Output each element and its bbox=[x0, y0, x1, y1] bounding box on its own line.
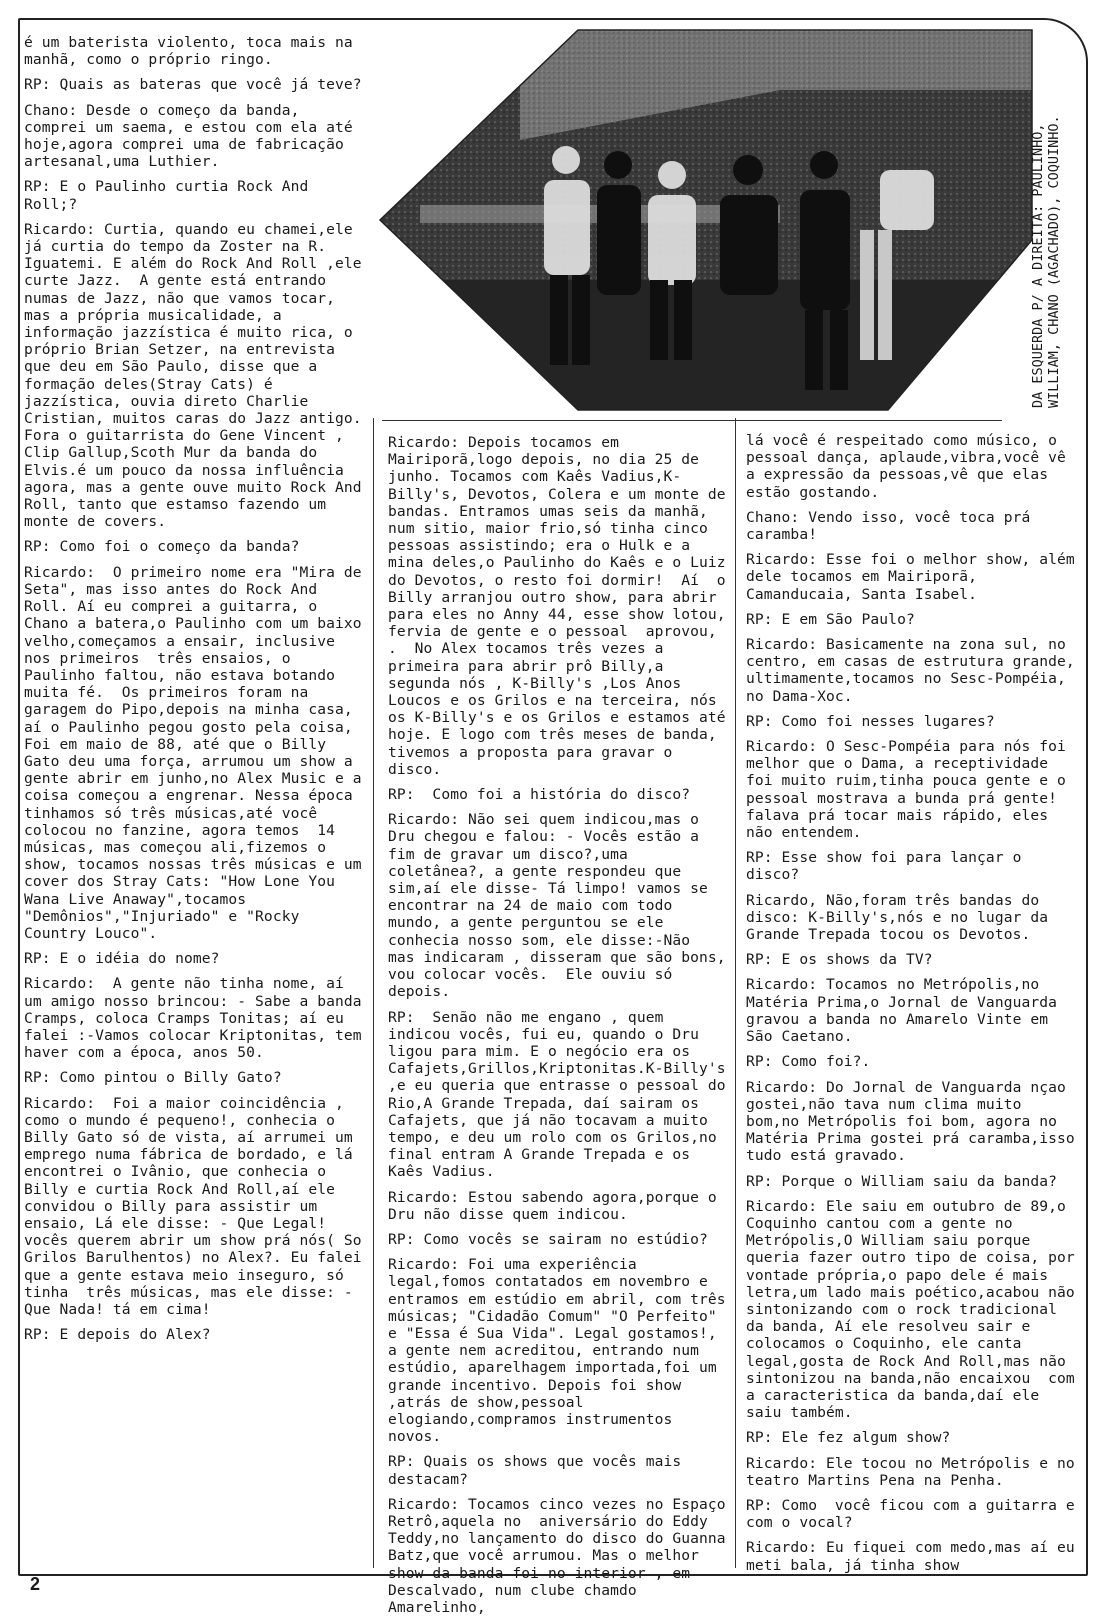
paragraph: Ricardo: Tocamos no Metrópolis,no Matéria Prima,o Jornal de Vanguarda gravou a banda no Amarelo Vinte em São Caetano. bbox=[746, 976, 1066, 1046]
column-divider-1 bbox=[373, 418, 374, 1568]
paragraph: RP: Como foi?. bbox=[746, 1053, 871, 1071]
page-number: 2 bbox=[30, 1574, 41, 1594]
paragraph: RP: Senão não me engano , quem indicou vocês, fui eu, quando o Dru ligou para mim. E o negócio era os Cafajets,Grillos,Kriptonitas.K-Billy's ,e eu queria que entrasse o pessoal do Rio,A Grande Trepada, daí sairam os Cafajets, que já não tocavam a muito tempo, e deu um rolo com os Grilos,no final entram A Grande Trepada e os Kaês Vadius. bbox=[388, 1008, 735, 1181]
paragraph: RP: Porque o William saiu da banda? bbox=[746, 1172, 1058, 1190]
column-2 bbox=[388, 434, 735, 1616]
caption-line-1: DA ESQUERDA P/ A DIREITA: PAULINHO, bbox=[1030, 123, 1046, 408]
paragraph: Chano: Desde o começo da banda, comprei um saema, e estou com ela até hoje,agora comprei uma de fabricação artesanal,uma Luthier. bbox=[24, 101, 362, 171]
paragraph: Ricardo: Curtia, quando eu chamei,ele já curtia do tempo da Zoster na R. Iguatemi. E além do Rock And Roll ,ele curte Jazz. A gente está entrando numas de Jazz, não que vamos tocar, mas a própria musicalidade, a informação jazzística é muito rica, o próprio Brian Setzer, na entrevista que deu em São Paulo, disse que a formação deles(Stray Cats) é jazzística, ouvia direto Charlie Cristian, muitos caras do Jazz antigo. Fora o guitarrista do Gene Vincent , Clip Gallup,Scoth Mur da banda do Elvis.é um pouco da nossa influência agora, mas a gente ouve muito Rock And Roll, tanto que estamso fazendo um monte de covers. bbox=[24, 220, 371, 531]
paragraph: RP: Ele fez algum show? bbox=[746, 1429, 951, 1447]
paragraph: RP: Como você ficou com a guitarra e com o vocal? bbox=[746, 1496, 1084, 1532]
paragraph: RP: Quais as bateras que você já teve? bbox=[24, 76, 362, 94]
paragraph: RP: E em São Paulo? bbox=[746, 610, 915, 628]
paragraph: Ricardo: Estou sabendo agora,porque o Dru não disse quem indicou. bbox=[388, 1188, 726, 1223]
paragraph: Ricardo: O primeiro nome era "Mira de Seta", mas isso antes do Rock And Roll. Aí eu comprei a guitarra, o Chano a batera,o Paulinho com um baixo velho,começamos a ensair, inclusive nos primeiros três ensaios, o Paulinho faltou, não estava botando muita fé. Os primeiros foram na garagem do Pipo,depois na minha casa, aí o Paulinho pegou gosto pela coisa, Foi em maio de 88, até que o Billy Gato deu uma força, arrumou um show a gente abrir em junho,no Alex Music e a coisa começou a engrenar. Nessa época tinhamos só três músicas,até você colocou no fanzine, agora temos 14 músicas, mas começou ali,fizemos o show, tocamos nossas três músicas e um cover dos Stray Cats: "How Lone You Wana Live Anaway",tocamos "Demônios","Injuriado" e "Rocky Country Louco". bbox=[24, 563, 371, 942]
paragraph: RP: Esse show foi para lançar o disco? bbox=[746, 849, 1031, 884]
paragraph: Chano: Vendo isso, você toca prá caramba! bbox=[746, 508, 1040, 544]
paragraph: Ricardo: Esse foi o melhor show, além dele tocamos em Mairiporã, Camanducaia, Santa Isabel. bbox=[746, 551, 1084, 603]
paragraph: Ricardo: Basicamente na zona sul, no centro, em casas de estrutura grande, ultimamente,tocamos no Sesc-Pompéia, no Dama-Xoc. bbox=[746, 636, 1084, 705]
column-3 bbox=[746, 432, 1084, 1574]
paragraph: Ricardo: A gente não tinha nome, aí um amigo nosso brincou: - Sabe a banda Cramps, coloca Cramps Tonitas; aí eu falei :-Vamos colocar Kriptonitas, tem haver com a época, anos 50. bbox=[24, 975, 371, 1062]
paragraph: é um baterista violento, toca mais na manhã, como o próprio ringo. bbox=[24, 34, 362, 69]
paragraph: RP: E os shows da TV? bbox=[746, 951, 933, 969]
paragraph: RP: E depois do Alex? bbox=[24, 1326, 211, 1344]
photo-caption bbox=[1030, 28, 1082, 408]
column-divider-2 bbox=[735, 418, 736, 1568]
paragraph: Ricardo: Foi a maior coincidência , como o mundo é pequeno!, conhecia o Billy Gato só de vista, aí arrumei um emprego numa fábrica de bordado, e lá encontrei o Ivânio, que conhecia o Billy e curtia Rock And Roll,aí ele convidou o Billy para assistir um ensaio, Lá ele disse: - Que Legal! vocês querem abrir um show prá nós( So Grilos Barulhentos) no Alex?. Eu falei que a gente estava meio inseguro, só tinha três músicas, mas ele disse: - Que Nada! tá em cima! bbox=[24, 1094, 371, 1319]
horizontal-rule bbox=[382, 420, 1002, 421]
paragraph: RP: Como pintou o Billy Gato? bbox=[24, 1069, 282, 1087]
band-photo bbox=[380, 30, 1032, 410]
paragraph: RP: Como foi nesses lugares? bbox=[746, 712, 995, 730]
paragraph: Ricardo: Depois tocamos em Mairiporã,logo depois, no dia 25 de junho. Tocamos com Kaês Vadius,K-Billy's, Devotos, Colera e um monte de bandas. Entramos umas seis da manhã, num sitio, maior frio,só tinha cinco pessoas assistindo; era o Hulk e a mina deles,o Paulinho do Kaês e o Luiz do Devotos, o resto foi dormir! Aí o Billy arranjou outro show, para abrir para eles no Anny 44, esse show lotou, fervia de gente e o pessoal aprovou, . No Alex tocamos três vezes a primeira para abrir prô Billy,a segunda nós , K-Billy's ,Los Anos Loucos e os Grilos e na terceira, nós os K-Billy's e os Grilos e estamos até hoje. E logo com três meses de banda, tivemos a proposta para gravar o disco. bbox=[388, 434, 735, 778]
paragraph: Ricardo: Eu fiquei com medo,mas aí eu meti bala, já tinha show bbox=[746, 1539, 1084, 1574]
paragraph: Ricardo: Ele saiu em outubro de 89,o Coquinho cantou com a gente no Metrópolis,O William saiu porque queria fazer outro tipo de coisa, por vontade própria,o papo dele é mais letra,um lado mais poético,acabou não sintonizando com o rock tradicional da banda, Aí ele resolveu sair e colocamos o Coquinho, ele canta legal,gosta de Rock And Roll,mas não sintonizou na banda,não encaixou com a caracteristica da banda,daí ele saiu também. bbox=[746, 1197, 1084, 1422]
band-photo-image bbox=[380, 30, 1032, 410]
paragraph: Ricardo: Tocamos cinco vezes no Espaço Retrô,aquela no aniversário do Eddy Teddy,no lançamento do disco do Guanna Batz,que você arrumou. Mas o melhor show da banda foi no interior , em Descalvado, num clube chamdo Amarelinho, bbox=[388, 1495, 735, 1616]
paragraph: lá você é respeitado como músico, o pessoal dança, aplaude,vibra,você vê a expressão da pessoas,vê que elas estão gostando. bbox=[746, 432, 1075, 501]
paragraph: Ricardo: Do Jornal de Vanguarda nçao gostei,não tava num clima muito bom,no Metrópolis foi bom, agora no Matéria Prima gostei prá caramba,isso tudo está gravado. bbox=[746, 1078, 1084, 1165]
column-1 bbox=[24, 34, 371, 1574]
paragraph: RP: Como vocês se sairam no estúdio? bbox=[388, 1230, 708, 1248]
paragraph: Ricardo: Foi uma experiência legal,fomos contatados em novembro e entramos em estúdio em abril, com três músicas; "Cidadão Comum" "O Perfeito" e "Essa é Sua Vida". Legal gostamos!, a gente nem acreditou, entrando num estúdio, aparelhagem importada,foi um grande incentivo. Depois foi show ,atrás de show,pessoal elogiando,compramos instrumentos novos. bbox=[388, 1256, 735, 1446]
paragraph: Ricardo: Não sei quem indicou,mas o Dru chegou e falou: - Vocês estão a fim de gravar um disco?,uma coletânea?, a gente respondeu que sim,aí ele disse- Tá limpo! vamos se encontrar na 24 de maio com todo mundo, a gente perguntou se ele conhecia nosso som, ele disse:-Não mas indicaram , disseram que são bons, vou colocar vocês. Ele ouviu só depois. bbox=[388, 811, 735, 1001]
paragraph: RP: Como foi o começo da banda? bbox=[24, 538, 300, 556]
paragraph: Ricardo, Não,foram três bandas do disco: K-Billy's,nós e no lugar da Grande Trepada tocou os Devotos. bbox=[746, 891, 1058, 944]
paragraph: Ricardo: Ele tocou no Metrópolis e no teatro Martins Pena na Penha. bbox=[746, 1454, 1084, 1489]
paragraph: RP: Quais os shows que vocês mais destacam? bbox=[388, 1453, 691, 1488]
caption-line-2: WILLIAM, CHANO (AGACHADO), COQUINHO. bbox=[1046, 115, 1062, 408]
paragraph: RP: E o idéia do nome? bbox=[24, 950, 220, 968]
paragraph: RP: Como foi a história do disco? bbox=[388, 786, 691, 804]
paragraph: Ricardo: O Sesc-Pompéia para nós foi melhor que o Dama, a receptividade foi muito ruim,tinha pouca gente e o pessoal mostrava a bunda prá gente! falava prá tocar mais rápido, eles não entendem. bbox=[746, 738, 1075, 842]
paragraph: RP: E o Paulinho curtia Rock And Roll;? bbox=[24, 178, 318, 213]
